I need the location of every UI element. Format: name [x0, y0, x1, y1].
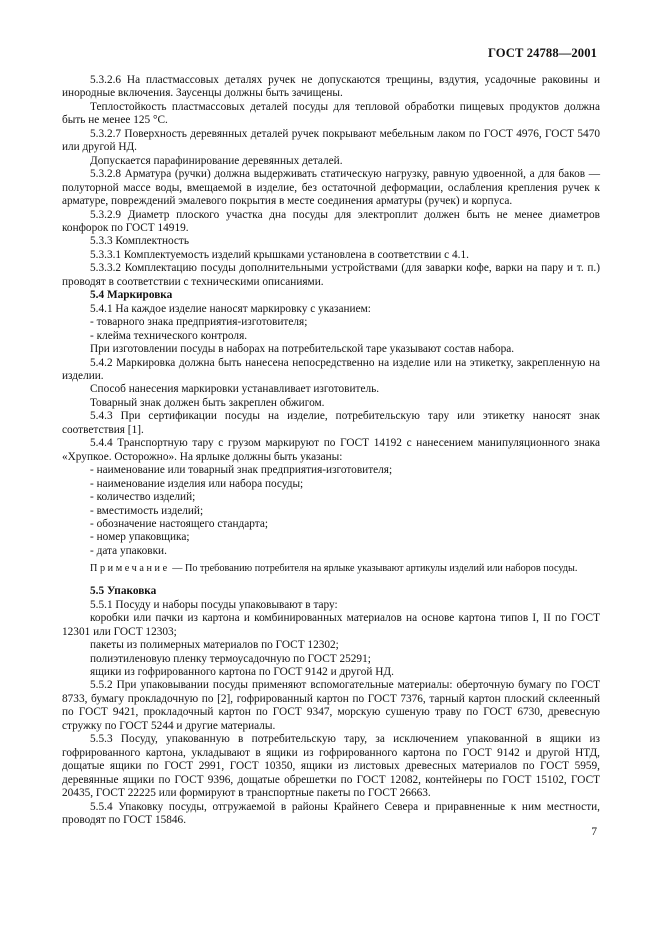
list-item: - клейма технического контроля. [90, 329, 248, 342]
paragraph-5-4-1: 5.4.1 На каждое изделие наносят маркировку с указанием: [90, 302, 371, 315]
paragraph-trademark: Товарный знак должен быть закреплен обжигом. [90, 396, 325, 409]
list-item: - наименование или товарный знак предприятия-изготовителя; [90, 464, 393, 477]
page-number: 7 [591, 826, 597, 838]
paragraph-5-4-3: 5.4.3 При сертификации посуды на изделие, потребительскую тару или этикетку наносят знак соответствия [1]. [62, 410, 600, 436]
paragraph-heat-resistance: Теплостойкость пластмассовых деталей посуды для тепловой обработки пищевых продуктов должна быть не менее 125 °С. [62, 100, 600, 127]
list-item: - номер упаковщика; [90, 531, 190, 544]
paragraph-marking-method: Способ нанесения маркировки устанавливает изготовитель. [90, 383, 380, 396]
list-item: - обозначение настоящего стандарта; [90, 517, 268, 530]
list-item: - дата упаковки. [90, 544, 167, 557]
paragraph-cardboard-boxes: ящики из гофрированного картона по ГОСТ 9142 и другой НД. [90, 666, 394, 679]
note-label: Примечание [90, 563, 170, 575]
paragraph-5-3-2-7: 5.3.2.7 Поверхность деревянных деталей ручек покрывают мебельным лаком по ГОСТ 4976, ГОСТ 5470 или другой НД. [62, 127, 600, 154]
paragraph-5-4-2: 5.4.2 Маркировка должна быть нанесена непосредственно на изделие или на этикетку, закрепленную на изделии. [62, 356, 600, 382]
list-item: - количество изделий; [90, 491, 196, 504]
paragraph-5-3-3: 5.3.3 Комплектность [90, 235, 190, 248]
list-item: - наименование изделия или набора посуды; [90, 477, 304, 490]
section-heading-5-5: 5.5 Упаковка [90, 585, 157, 598]
list-item: - вместимость изделий; [90, 504, 204, 517]
note-text: — По требованию потребителя на ярлыке указывают артикулы изделий или наборов посуды. [169, 563, 578, 575]
note [62, 562, 600, 575]
document-body [62, 74, 600, 827]
paragraph-5-3-3-2: 5.3.3.2 Комплектацию посуды дополнительными устройствами (для заварки кофе, варки на пару и т. п.) проводят в соответствии с техническими описаниями. [62, 262, 600, 288]
paragraph-5-4-4: 5.4.4 Транспортную тару с грузом маркируют по ГОСТ 14192 с нанесением манипуляционного знака «Хрупкое. Осторожно». На ярлыке должны быть указаны: [62, 437, 600, 463]
paragraph-5-3-2-8: 5.3.2.8 Арматура (ручки) должна выдерживать статическую нагрузку, равную удвоенной, а для баков — полуторной массе воды, вмещаемой в изделие, без остаточной деформации, ослабления крепления ручек к арматуре, повреждений эмалевого покрытия в месте соединения арматуры (ручек) и корпуса. [62, 168, 600, 208]
paragraph-bags: пакеты из полимерных материалов по ГОСТ 12302; [90, 639, 339, 652]
paragraph-paraffin: Допускается парафинирование деревянных деталей. [90, 154, 343, 167]
document-header: ГОСТ 24788—2001 [487, 46, 597, 60]
section-heading-5-4: 5.4 Маркировка [90, 289, 173, 302]
paragraph-5-3-2-9: 5.3.2.9 Диаметр плоского участка дна посуды для электроплит должен быть не менее диаметров конфорок по ГОСТ 14919. [62, 208, 600, 234]
paragraph-5-5-1: 5.5.1 Посуду и наборы посуды упаковывают в тару: [90, 598, 338, 611]
list-item: - товарного знака предприятия-изготовителя; [90, 316, 308, 329]
paragraph-set-packaging: При изготовлении посуды в наборах на потребительской таре указывают состав набора. [90, 343, 515, 356]
paragraph-boxes: коробки или пачки из картона и комбинированных материалов на основе картона типов I, II по ГОСТ 12301 или ГОСТ 12303; [62, 612, 600, 638]
paragraph-5-5-2: 5.5.2 При упаковывании посуды применяют вспомогательные материалы: оберточную бумагу по ГОСТ 8733, бумагу прокладочную по [2], гофрированный картон по ГОСТ 7376, тарный картон плоский склеенный по ГОСТ 9421, прокладочный картон по ГОСТ 9347, морскую сушеную траву по ГОСТ 6730, древесную стружку по ГОСТ 5244 и другие материалы. [62, 679, 600, 732]
paragraph-5-3-2-6: 5.3.2.6 На пластмассовых деталях ручек не допускаются трещины, вздутия, усадочные раковины и инородные включения. Заусенцы должны быть зачищены. [62, 74, 600, 100]
paragraph-5-5-3: 5.5.3 Посуду, упакованную в потребительскую тару, за исключением упакованной в ящики из гофрированного картона, укладывают в ящики из гофрированного картона по ГОСТ 9142 и другой НТД, дощатые ящики по ГОСТ 2991, ГОСТ 10350, ящики из листовых древесных материалов по ГОСТ 5959, деревянные ящики по ГОСТ 9396, дощатые обрешетки по ГОСТ 12082, контейнеры по ГОСТ 15102, ГОСТ 20435, ГОСТ 22225 или формируют в транспортные пакеты по ГОСТ 26663. [62, 733, 600, 800]
paragraph-5-3-3-1: 5.3.3.1 Комплектуемость изделий крышками установлена в соответствии с 4.1. [90, 248, 469, 261]
paragraph-film: полиэтиленовую пленку термоусадочную по ГОСТ 25291; [90, 652, 371, 665]
paragraph-5-5-4: 5.5.4 Упаковку посуды, отгружаемой в районы Крайнего Севера и приравненные к ним местности, проводят по ГОСТ 15846. [62, 800, 600, 827]
